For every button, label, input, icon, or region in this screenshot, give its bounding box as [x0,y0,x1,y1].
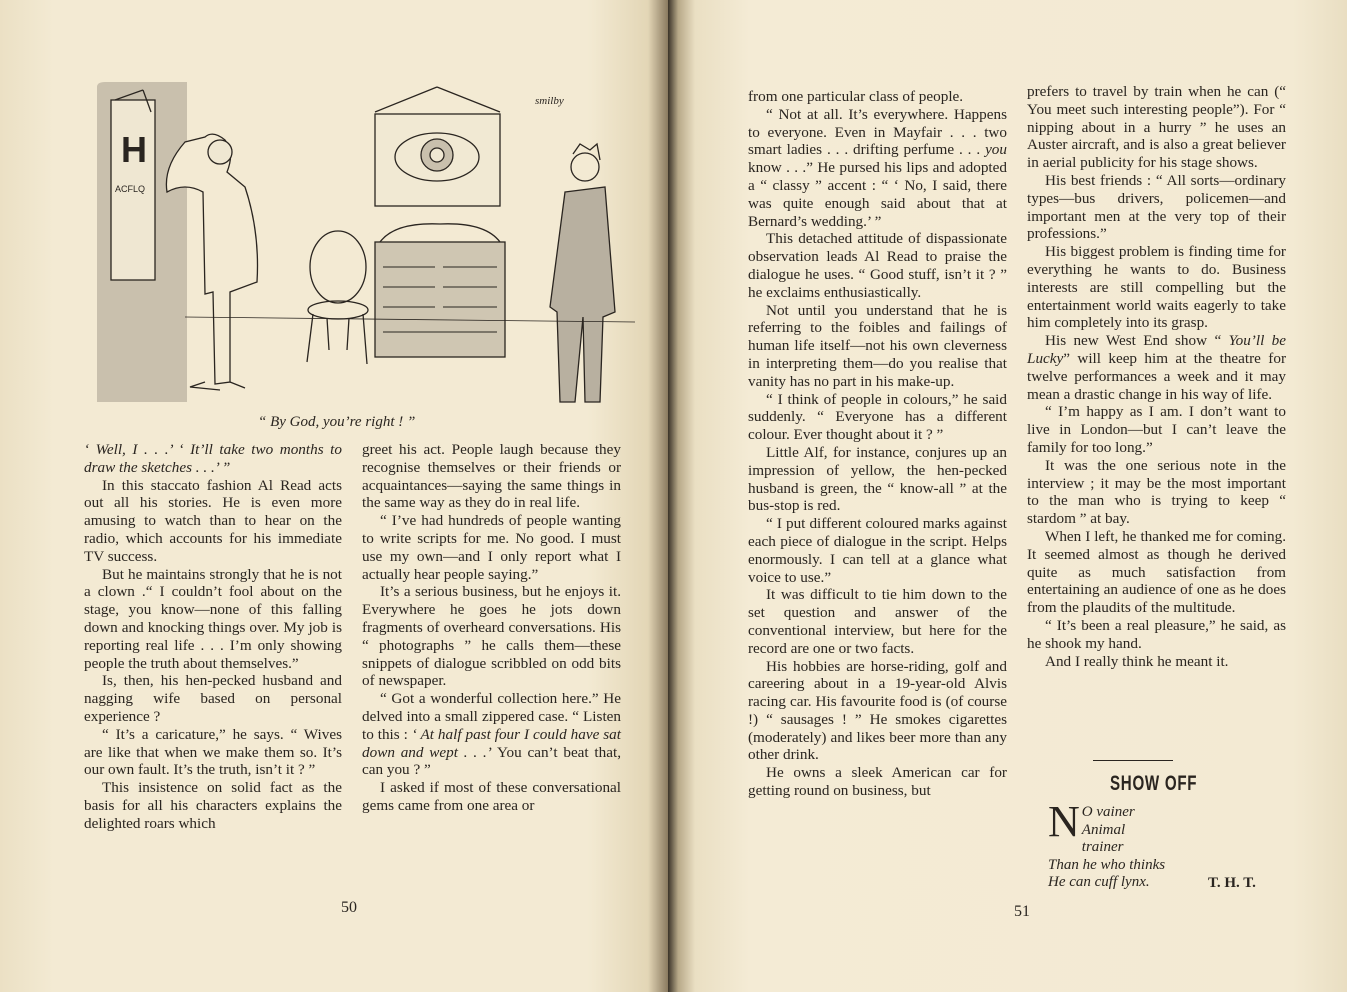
paragraph-text: When I left, he thanked me for coming. It seemed almost as though he derived quite as much satisfaction from entertaining an audience of one as he does from the plaudits of the multitude. [1027,527,1286,617]
paragraph [1027,403,1286,456]
paragraph [1027,83,1286,172]
eye-chart-letter: H [121,129,147,170]
poem-signature: T. H. T. [1208,875,1256,891]
paragraph-text: “ It’s a caricature,” he says. “ Wives are like that when we make them so. It’s our own fault. It’s the truth, isn’t it ? ” [84,725,342,779]
paragraph [84,779,342,832]
paragraph [748,658,1007,765]
paragraph-text: Is, then, his hen-pecked husband and nagging wife based on personal experience ? [84,672,342,725]
column-4 [1027,83,1286,670]
paragraph [1027,172,1286,243]
paragraph-text: It was the one serious note in the interview ; it may be the most important to the man who is trying to keep “ stardom ” at bay. [1027,456,1286,528]
paragraph-text: ” will keep him at the theatre for twelve performances a week and it may mean a drastic change in his way of life. [1027,349,1286,403]
italic-text: You’ll be Lucky [1027,332,1286,367]
paragraph-text: Little Alf, for instance, conjures up an impression of yellow, the hen-pecked husband is green, the “ know-all ” at the bus-stop is red. [748,443,1007,515]
paragraph [748,391,1007,444]
paragraph [1027,528,1286,617]
artist-signature: smilby [535,95,564,107]
drop-cap: N [1048,797,1080,846]
eye-chart-line: ACFLQ [115,184,146,194]
paragraph-text: And I really think he meant it. [1045,652,1229,670]
paragraph-text: His biggest problem is finding time for everything he wants to do. Business interests are still compelling but the entertainment world waits eagerly to take him completely into its grasp. [1027,243,1286,332]
paragraph-text: His hobbies are horse-riding, golf and careering about in a 19-year-old Alvis racing car. His favourite food is (of course !) “ sausages ! ” He smokes cigarettes (moderately) and likes beer more than any other drink. [748,657,1007,764]
paragraph [748,764,1007,800]
paragraph-text: “ I’m happy as I am. I don’t want to live in London—but I can’t leave the family for too long.” [1027,403,1286,456]
paragraph [748,230,1007,301]
poem-line: He can cuff lynx. [1048,874,1150,890]
paragraph-text: I asked if most of these conversational gems came from one area or [362,779,621,814]
divider-rule [1093,760,1173,761]
paragraph-text: prefers to travel by train when he can (“ You meet such interesting people”). For “ nipping about in a hurry ” he uses an Auster aircraft, and is also a great believer in aerial publicity for his stage shows. [1027,83,1286,172]
paragraph-text: This detached attitude of dispassionate observation leads Al Read to praise the dialogue he uses. “ Good stuff, isn’t it ? ” he exclaims enthusiastically. [748,230,1007,301]
paragraph-text: ‘ Well, I . . .’ ‘ It’ll take two months to draw the sketches . . .’ ” [84,441,342,476]
poem-title: SHOW OFF [1110,772,1198,795]
paragraph-text: Not until you understand that he is referring to the foibles and failings of human life itself—not his own cleverness in interpreting them—do you realise that vanity has no part in his make-up. [748,301,1007,390]
poem [1048,797,1166,892]
paragraph [1027,243,1286,332]
paragraph [1027,457,1286,528]
paragraph [1027,617,1286,653]
paragraph-text: This insistence on solid fact as the basis for all his characters explains the delighted roars which [84,779,342,832]
paragraph [1027,332,1286,403]
paragraph-text: In this staccato fashion Al Read acts out all his stories. He is even more amusing to watch than to hear on the radio, which accounts for his immediate TV success. [84,476,342,565]
paragraph [84,566,342,673]
paragraph-text: greet his act. People laugh because they recognise themselves or their friends or acquaintances—saying the same things in the same way as they do in real life. [362,441,621,512]
paragraph [84,726,342,779]
cartoon-caption: “ By God, you’re right ! ” [258,414,416,430]
paragraph [748,88,1007,106]
left-page [0,0,668,992]
paragraph-text: His new West End show “ [1045,332,1229,350]
italic-text: ‘ At half past four I could have sat down and wept . . .’ [362,725,621,761]
paragraph [84,477,342,566]
paragraph-text: “ I put different coloured marks against each piece of dialogue in the script. Helps enormously. I can tell at a glance what voice to use.” [748,515,1007,586]
italic-text: you [985,141,1007,159]
page-number: 51 [1014,903,1030,920]
page-number: 50 [341,899,357,916]
paragraph-text: “ I’ve had hundreds of people wanting to write scripts for me. No good. I must use my own—and I only report what I actually hear people saying.” [362,512,621,583]
column-2 [362,441,621,815]
poem-line: O vainer [1081,804,1135,820]
paragraph [748,586,1007,657]
paragraph-text: “ It’s been a real pleasure,” he said, as he shook my hand. [1027,616,1286,652]
paragraph [748,515,1007,586]
paragraph [362,583,621,690]
paragraph [362,441,621,512]
paragraph-text: from one particular class of people. [748,88,964,105]
paragraph-text: It was difficult to tie him down to the set question and answer of the conventional interview, but here for the record are one or two facts. [748,586,1007,657]
paragraph [748,444,1007,515]
paragraph [362,690,621,779]
paragraph [748,106,1007,231]
paragraph-text: But he maintains strongly that he is not a clown .“ I couldn’t fool about on the stage, you know—none of this falling down and knocking things over. My job is reporting real life . . . I’m only showing people the truth about themselves.” [84,565,342,672]
paragraph-text: He owns a sleek American car for getting round on business, but [748,764,1007,800]
cartoon-illustration [95,82,635,412]
paragraph [1027,653,1286,671]
paragraph [84,672,342,725]
poem-line: Than he who thinks [1048,856,1166,873]
paragraph-text: “ Got a wonderful collection here.” He delved into a small zippered case. “ Listen to this : [362,690,621,743]
paragraph [748,302,1007,391]
poem-line: Animal trainer [1081,821,1126,855]
paragraph-text: You can’t beat that, can you ? ” [362,743,622,779]
paragraph [362,512,621,583]
column-3 [748,88,1007,800]
paragraph-text: “ Not at all. It’s everywhere. Happens to everyone. Even in Mayfair . . . two smart ladies . . . drifting perfume . . . [748,105,1007,159]
paragraph-text: It’s a serious business, but he enjoys it. Everywhere he goes he jots down fragments of overheard conversations. His “ photographs ” he calls them—these snippets of dialogue scribbled on odd bits of newspaper. [362,583,621,690]
paragraph-text: know . . .” He pursed his lips and adopted a “ classy ” accent : “ ‘ No, I said, there was quite enough said about that at Bernard’s wedding.’ ” [748,159,1007,230]
paragraph-text: His best friends : “ All sorts—ordinary types—bus drivers, policemen—and important men at the very top of their professions.” [1027,171,1286,243]
paragraph [84,441,342,477]
column-1 [84,441,342,833]
paragraph [362,779,621,815]
paragraph-text: “ I think of people in colours,” he said suddenly. “ Everyone has a different colour. Ever thought about it ? ” [748,390,1007,444]
